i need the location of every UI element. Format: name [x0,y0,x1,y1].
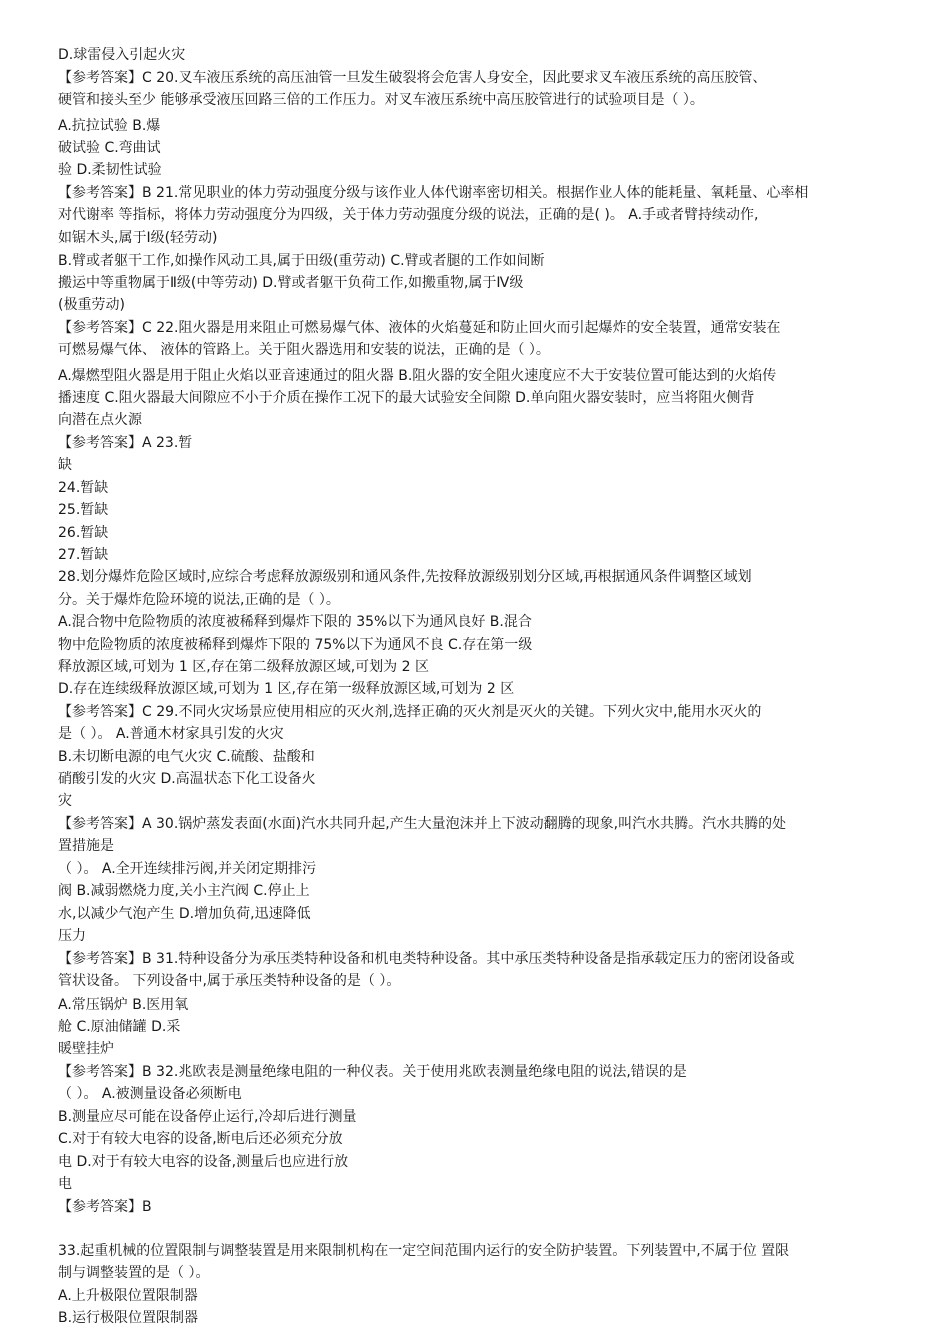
text-line: 28.划分爆炸危险区域时,应综合考虑释放源级别和通风条件,先按释放源级别划分区域,再根据通风条件调整区域划 [58,569,752,585]
text-line: 制与调整装置的是（ ）。 [58,1265,210,1281]
text-line: 硝酸引发的火灾 D.高温状态下化工设备火 [58,771,316,787]
text-line: B.臂或者躯干工作,如操作风动工具,属于田级(重劳动) C.臂或者腿的工作如间断 [58,253,545,269]
text-line: 可燃易爆气体、 液体的管路上。关于阻火器选用和安装的说法，正确的是（ ）。 [58,342,550,358]
text-line: 26.暂缺 [58,525,109,541]
text-line: 管状设备。 下列设备中,属于承压类特种设备的是（ ）。 [58,973,401,989]
text-line: 破试验 C.弯曲试 [58,140,161,156]
text-line: 硬管和接头至少 能够承受液压回路三倍的工作压力。对叉车液压系统中高压胶管进行的试验项目是（ ）。 [58,92,704,108]
text-line: 舱 C.原油储罐 D.采 [58,1019,181,1035]
text-line: 【参考答案】C 29.不同火灾场景应使用相应的灭火剂,选择正确的灭火剂是灭火的关键。下列火灾中,能用水灭火的 [58,704,762,720]
text-line: 【参考答案】C 20.叉车液压系统的高压油管一旦发生破裂将会危害人身安全，因此要求叉车液压系统的高压胶管、 [58,70,767,86]
text-line: 验 D.柔韧性试验 [58,162,162,178]
text-line: 缺 [58,457,72,473]
text-line: 播速度 C.阻火器最大间隙应不小于介质在操作工况下的最大试验安全间隙 D.单向阻火器安装时，应当将阻火侧背 [58,390,755,406]
text-line: 如锯木头,属于Ⅰ级(轻劳动) [58,230,218,246]
text-line: B.运行极限位置限制器 [58,1310,199,1326]
text-line: 【参考答案】C 22.阻火器是用来阻止可燃易爆气体、液体的火焰蔓延和防止回火而引起爆炸的安全装置，通常安装在 [58,320,781,336]
text-line: 是（ ）。 A.普通木材家具引发的火灾 [58,726,284,742]
text-line: 灾 [58,793,72,809]
text-line: 【参考答案】A 30.锅炉蒸发表面(水面)汽水共同升起,产生大量泡沫并上下波动翻腾的现象,叫汽水共腾。汽水共腾的处 [58,816,787,832]
text-line: 对代谢率 等指标，将体力劳动强度分为四级，关于体力劳动强度分级的说法，正确的是( )。 A.手或者臂持续动作, [58,207,759,223]
text-line: 24.暂缺 [58,480,109,496]
text-line: 【参考答案】B 32.兆欧表是测量绝缘电阻的一种仪表。关于使用兆欧表测量绝缘电阻的说法,错误的是 [58,1064,687,1080]
text-line: A.上升极限位置限制器 [58,1288,198,1304]
text-line: 【参考答案】B 31.特种设备分为承压类特种设备和机电类特种设备。其中承压类特种设备是指承载定压力的密闭设备或 [58,951,795,967]
text-line: A.爆燃型阻火器是用于阻止火焰以亚音速通过的阻火器 B.阻火器的安全阻火速度应不大于安装位置可能达到的火焰传 [58,368,777,384]
text-line: 释放源区域,可划为 1 区,存在第二级释放源区域,可划为 2 区 [58,659,429,675]
text-line: 压力 [58,928,86,944]
text-line: (极重劳动) [58,297,125,313]
text-line: 【参考答案】A 23.暂 [58,435,193,451]
text-line: 25.暂缺 [58,502,109,518]
text-line: 搬运中等重物属于Ⅱ级(中等劳动) D.臂或者躯干负荷工作,如搬重物,属于Ⅳ级 [58,275,524,291]
text-line: 水,以减少气泡产生 D.增加负荷,迅速降低 [58,906,311,922]
text-line: 向潜在点火源 [58,412,142,428]
text-line: （ ）。 A.全开连续排污阀,并关闭定期排污 [58,861,317,877]
text-line: 阀 B.减弱燃烧力度,关小主汽阀 C.停止上 [58,883,310,899]
text-line: 电 D.对于有较大电容的设备,测量后也应进行放 [58,1154,349,1170]
text-line: （ ）。 A.被测量设备必须断电 [58,1086,242,1102]
text-line: 置措施是 [58,838,114,854]
text-line: C.对于有较大电容的设备,断电后还必须充分放 [58,1131,343,1147]
text-line: A.混合物中危险物质的浓度被稀释到爆炸下限的 35%以下为通风良好 B.混合 [58,614,532,630]
text-line: B.测量应尽可能在设备停止运行,冷却后进行测量 [58,1109,357,1125]
text-line: D.存在连续级释放源区域,可划为 1 区,存在第一级释放源区域,可划为 2 区 [58,681,515,697]
text-line: B.未切断电源的电气火灾 C.硫酸、盐酸和 [58,749,315,765]
text-line: D.球雷侵入引起火灾 [58,47,186,63]
text-line: A.抗拉试验 B.爆 [58,118,161,134]
text-line: 33.起重机械的位置限制与调整装置是用来限制机构在一定空间范围内运行的安全防护装置。下列装置中,不属于位 置限 [58,1243,790,1259]
text-line: 暖壁挂炉 [58,1041,114,1057]
text-line: 【参考答案】B 21.常见职业的体力劳动强度分级与该作业人体代谢率密切相关。根据作业人体的能耗量、氧耗量、心率相 [58,185,809,201]
text-line: 27.暂缺 [58,547,109,563]
text-line: 【参考答案】B [58,1199,152,1215]
text-line: 物中危险物质的浓度被稀释到爆炸下限的 75%以下为通风不良 C.存在第一级 [58,637,533,653]
text-line: A.常压锅炉 B.医用氧 [58,997,189,1013]
text-line: 电 [58,1176,72,1192]
text-line: 分。关于爆炸危险环境的说法,正确的是（ ）。 [58,592,340,608]
